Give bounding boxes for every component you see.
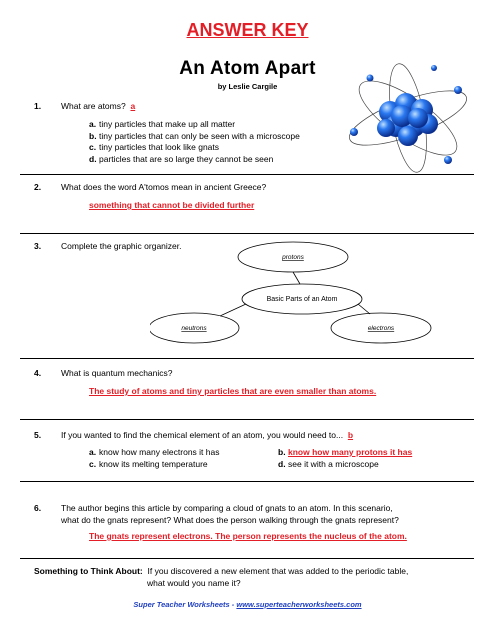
choice-item: b. tiny particles that can only be seen with a microscope: [89, 130, 300, 141]
connector-line: [358, 304, 370, 314]
choice-item: c. know its melting temperature: [89, 458, 208, 469]
question-3-text: Complete the graphic organizer.: [61, 241, 182, 251]
footer: [0, 600, 495, 609]
correct-choice-text: know how many protons it has: [288, 447, 413, 457]
question-1-answer: a: [130, 101, 136, 111]
atom-illustration: [340, 60, 480, 180]
question-1-text: [61, 101, 135, 111]
question-1-prompt: What are atoms?: [61, 101, 126, 111]
byline: by Leslie Cargile: [217, 82, 278, 91]
question-2-answer: something that cannot be divided further: [89, 200, 255, 210]
divider: [20, 419, 474, 420]
organizer-center-label: Basic Parts of an Atom: [266, 296, 338, 303]
think-about-label: Something to Think About:: [34, 566, 143, 576]
answer-key-heading: ANSWER KEY: [186, 20, 309, 40]
divider: [20, 174, 474, 175]
question-1-choices: [89, 119, 300, 165]
question-3-number: 3.: [34, 241, 42, 251]
question-5-answer: b: [347, 430, 354, 440]
organizer-left-label: neutrons: [181, 325, 207, 332]
connector-line: [293, 272, 300, 284]
organizer-right-label: electrons: [367, 325, 395, 332]
choice-item: d. see it with a microscope: [278, 458, 379, 469]
question-4-number: 4.: [34, 368, 42, 378]
divider: [20, 233, 474, 234]
choice-item: a. know how many electrons it has: [89, 447, 220, 457]
choice-item: d. particles that are so large they cannot be seen: [89, 153, 274, 164]
divider: [20, 358, 474, 359]
question-6-line: what do the gnats represent? What does the person walking through the gnats represent?: [61, 514, 399, 525]
question-5-text: [61, 430, 353, 440]
question-6-answer: The gnats represent electrons. The person represents the nucleus of the atom.: [89, 531, 407, 541]
choice-item: b. know how many protons it has: [278, 447, 413, 457]
question-6-text: [61, 503, 399, 526]
choice-item: a. tiny particles that make up all matter: [89, 119, 236, 129]
footer-link[interactable]: www.superteacherworksheets.com: [236, 600, 362, 609]
question-2-number: 2.: [34, 182, 42, 192]
question-4-answer: The study of atoms and tiny particles that are even smaller than atoms.: [89, 386, 377, 396]
question-1-number: 1.: [34, 101, 42, 111]
nucleus: [377, 93, 438, 146]
organizer-top-label: protons: [282, 254, 304, 261]
graphic-organizer: [150, 240, 450, 350]
question-5-choices-right: [278, 447, 412, 470]
question-6-number: 6.: [34, 503, 42, 513]
question-4-text: What is quantum mechanics?: [61, 368, 173, 378]
divider: [20, 481, 474, 482]
think-about-section: [34, 566, 408, 589]
question-5-prompt: If you wanted to find the chemical element of an atom, you would need to...: [61, 430, 344, 440]
question-2-text: What does the word A'tomos mean in ancient Greece?: [61, 182, 267, 192]
choice-item: c. tiny particles that look like gnats: [89, 142, 220, 152]
connector-line: [220, 304, 246, 316]
divider: [20, 558, 474, 559]
footer-prefix: Super Teacher Worksheets -: [133, 600, 235, 609]
think-about-line: what would you name it?: [147, 577, 241, 588]
question-6-line: The author begins this article by comparing a cloud of gnats to an atom. In this scenario,: [61, 503, 393, 513]
question-5-choices-left: [89, 447, 219, 470]
worksheet-title: An Atom Apart: [179, 58, 316, 79]
question-5-number: 5.: [34, 430, 42, 440]
think-about-line: If you discovered a new element that was added to the periodic table,: [147, 566, 409, 576]
